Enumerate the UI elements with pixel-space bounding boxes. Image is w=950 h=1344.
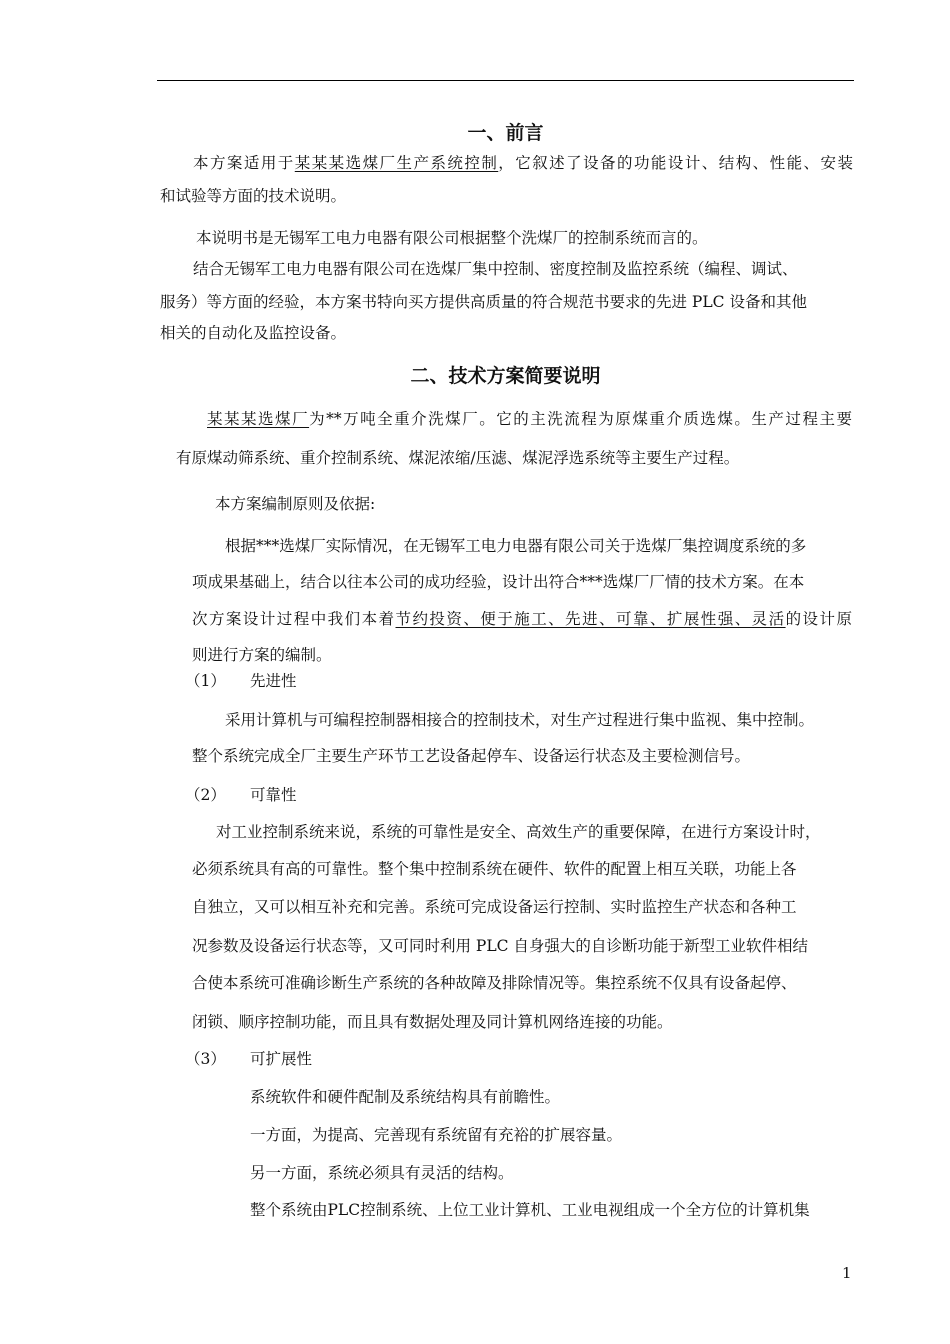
section-heading-foreword: 一、前言 — [467, 122, 544, 144]
text-line: 整个系统由PLC控制系统、上位工业计算机、工业电视组成一个全方位的计算机集 — [250, 1201, 810, 1219]
text-line: 另一方面，系统必须具有灵活的结构。 — [250, 1164, 514, 1182]
text-line: 自独立，又可以相互补充和完善。系统可完成设备运行控制、实时监控生产状态和各种工 — [192, 898, 797, 916]
text-line: 系统软件和硬件配制及系统结构具有前瞻性。 — [250, 1088, 561, 1106]
text-line: 次方案设计过程中我们本着节约投资、便于施工、先进、可靠、扩展性强、灵活的设计原 — [192, 610, 852, 628]
text-line: 有原煤动筛系统、重介控制系统、煤泥浓缩/压滤、煤泥浮选系统等主要生产过程。 — [176, 449, 740, 467]
text-line: 闭锁、顺序控制功能，而且具有数据处理及同计算机网络连接的功能。 — [192, 1013, 673, 1031]
text-line: 一方面，为提高、完善现有系统留有充裕的扩展容量。 — [250, 1126, 623, 1144]
text-line: 某某某选煤厂为**万吨全重介洗煤厂。它的主洗流程为原煤重介质选煤。生产过程主要 — [207, 410, 852, 428]
list-number: （3） — [185, 1050, 226, 1068]
text-line: 况参数及设备运行状态等，又可同时利用 PLC 自身强大的自诊断功能于新型工业软件相结 — [192, 937, 808, 955]
text-line: 合使本系统可准确诊断生产系统的各种故障及排除情况等。集控系统不仅具有设备起停、 — [192, 974, 797, 992]
text-line: 则进行方案的编制。 — [192, 646, 332, 664]
text-line: 对工业控制系统来说，系统的可靠性是安全、高效生产的重要保障，在进行方案设计时， — [216, 823, 821, 841]
list-title: 先进性 — [250, 672, 297, 690]
text-line: 结合无锡军工电力电器有限公司在选煤厂集中控制、密度控制及监控系统（编程、调试、 — [193, 260, 798, 278]
list-number: （2） — [185, 786, 226, 804]
text-line: 服务）等方面的经验，本方案书特向买方提供高质量的符合规范书要求的先进 PLC 设备和其他 — [160, 293, 807, 311]
header-rule — [157, 80, 854, 81]
text-line: 和试验等方面的技术说明。 — [160, 187, 347, 205]
list-title: 可扩展性 — [250, 1050, 313, 1068]
paragraph-principles-title: 本方案编制原则及依据: — [215, 495, 376, 513]
text-line: 本方案适用于某某某选煤厂生产系统控制，它叙述了设备的功能设计、结构、性能、安装 — [193, 154, 853, 172]
list-number: （1） — [185, 672, 226, 690]
text-line: 相关的自动化及监控设备。 — [160, 324, 347, 342]
list-title: 可靠性 — [250, 786, 297, 804]
text-line: 必须系统具有高的可靠性。整个集中控制系统在硬件、软件的配置上相互关联，功能上各 — [192, 860, 797, 878]
text-line: 整个系统完成全厂主要生产环节工艺设备起停车、设备运行状态及主要检测信号。 — [192, 747, 751, 765]
text-line: 项成果基础上，结合以往本公司的成功经验，设计出符合***选煤厂厂情的技术方案。在本 — [192, 573, 805, 591]
text-line: 根据***选煤厂实际情况，在无锡军工电力电器有限公司关于选煤厂集控调度系统的多 — [225, 537, 807, 555]
section-heading-technical: 二、技术方案简要说明 — [410, 365, 601, 387]
paragraph-manual: 本说明书是无锡军工电力电器有限公司根据整个洗煤厂的控制系统而言的。 — [196, 229, 708, 247]
page-number: 1 — [842, 1264, 852, 1282]
text-line: 采用计算机与可编程控制器相接合的控制技术，对生产过程进行集中监视、集中控制。 — [225, 711, 815, 729]
